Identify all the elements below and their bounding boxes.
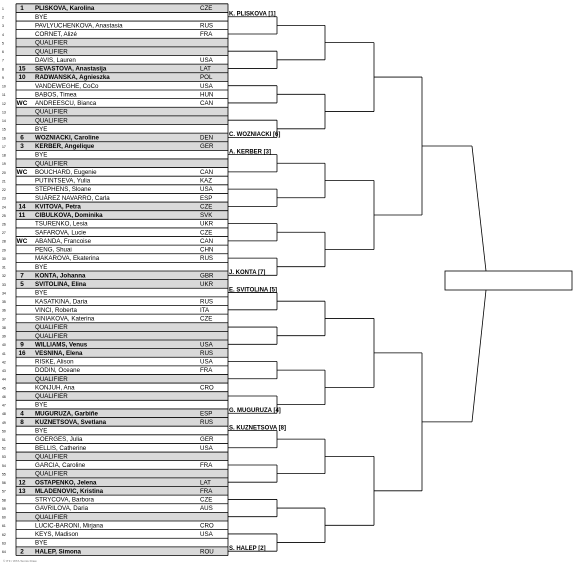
- player-country: FRA: [200, 367, 213, 375]
- draw-row: [2, 31, 228, 38]
- draw-position: 22: [2, 188, 6, 193]
- player-name: BYE: [35, 125, 48, 133]
- draw-position: 61: [2, 524, 6, 529]
- draw-position: 52: [2, 446, 6, 451]
- draw-row: [2, 540, 228, 547]
- seed-label: 5: [20, 281, 24, 289]
- draw-position: 29: [2, 248, 6, 253]
- draw-position: 56: [2, 481, 6, 486]
- champion-box-frame: [445, 271, 572, 290]
- player-country: HUN: [200, 91, 214, 99]
- player-name: LUCIC-BARONI, Mirjana: [35, 522, 104, 530]
- player-name: BYE: [35, 401, 48, 409]
- player-name: MUGURUZA, Garbiñe: [35, 410, 98, 418]
- draw-position: 4: [2, 32, 4, 37]
- draw-row: [2, 169, 228, 176]
- player-name: QUALIFIER: [35, 324, 68, 332]
- draw-position: 46: [2, 394, 6, 399]
- draw-position: 44: [2, 377, 6, 382]
- player-country: DEN: [200, 134, 214, 142]
- draw-position: 50: [2, 429, 6, 434]
- round2-winner: A. KERBER [3]: [229, 149, 272, 156]
- seed-label: WC: [16, 168, 28, 176]
- draw-row: [2, 307, 228, 314]
- player-name: DODIN, Oceane: [35, 367, 81, 375]
- draw-row: [2, 436, 228, 443]
- player-name: SVITOLINA, Elina: [35, 281, 87, 289]
- draw-position: 47: [2, 403, 6, 408]
- round2-winner: S. HALEP [2]: [229, 545, 266, 552]
- draw-position: 5: [2, 41, 4, 46]
- footer-note: © ITF / WTA Tennis Draw: [3, 559, 37, 563]
- draw-row: [2, 359, 228, 366]
- player-name: TSURENKO, Lesia: [35, 220, 88, 228]
- player-country: LAT: [200, 479, 211, 487]
- draw-row: [2, 247, 228, 254]
- draw-position: 9: [2, 75, 4, 80]
- draw-row: [2, 57, 228, 64]
- draw-position: 51: [2, 438, 6, 442]
- player-country: FRA: [200, 462, 213, 470]
- seed-label: 6: [20, 134, 24, 142]
- draw-position: 54: [2, 463, 6, 468]
- draw-row: [2, 238, 228, 245]
- round2-winner: C. WOZNIACKI [6]: [229, 132, 281, 139]
- player-country: RUS: [200, 350, 214, 357]
- draw-position: 43: [2, 369, 6, 374]
- player-country: CRO: [200, 522, 214, 530]
- draw-row: [2, 221, 228, 228]
- player-country: ITA: [200, 306, 210, 314]
- player-name: OSTAPENKO, Jelena: [35, 479, 97, 487]
- player-country: CAN: [200, 168, 214, 176]
- draw-position: 27: [2, 231, 6, 236]
- seed-label: 15: [18, 65, 26, 73]
- player-name: WILLIAMS, Venus: [35, 341, 88, 349]
- draw-row: [2, 255, 228, 262]
- player-name: MLADENOVIC, Kristina: [35, 487, 104, 495]
- player-name: PENG, Shuai: [35, 246, 72, 254]
- draw-position: 19: [2, 162, 6, 167]
- final-connector: [472, 290, 486, 422]
- player-name: QUALIFIER: [35, 117, 68, 125]
- player-name: MAKAROVA, Ekaterina: [35, 255, 100, 263]
- draw-position: 16: [2, 136, 6, 141]
- player-name: HALEP, Simona: [35, 548, 81, 556]
- player-name: CORNET, Alizé: [35, 31, 77, 39]
- draw-row: [2, 531, 228, 538]
- player-name: PUTINTSEVA, Yulia: [35, 177, 91, 185]
- round2-winner: S. KUZNETSOVA [8]: [229, 425, 287, 432]
- draw-position: 14: [2, 119, 6, 124]
- draw-row: [2, 402, 228, 409]
- draw-position: 21: [2, 179, 6, 184]
- draw-position: 20: [2, 170, 6, 175]
- player-country: USA: [200, 82, 213, 90]
- draw-position: 53: [2, 455, 6, 460]
- player-country: USA: [200, 444, 213, 452]
- round2-winner: E. SVITOLINA [5]: [229, 287, 278, 294]
- player-country: GER: [200, 143, 214, 151]
- round2-winner: G. MUGURUZA [4]: [229, 408, 281, 415]
- player-country: USA: [200, 56, 213, 64]
- player-country: USA: [200, 358, 213, 366]
- player-name: BYE: [35, 427, 48, 435]
- draw-position: 31: [2, 265, 6, 270]
- player-name: BYE: [35, 13, 48, 21]
- seed-label: 14: [18, 203, 26, 211]
- draw-row: [2, 22, 228, 29]
- draw-row: [2, 178, 228, 185]
- draw-position: 2: [2, 15, 4, 20]
- draw-position: 33: [2, 282, 6, 287]
- draw-row: [2, 445, 228, 452]
- draw-position: 26: [2, 222, 6, 227]
- player-country: FRA: [200, 31, 213, 39]
- draw-row: [2, 522, 228, 529]
- player-country: CZE: [200, 229, 213, 237]
- seed-label: 10: [18, 74, 26, 82]
- player-country: USA: [200, 341, 213, 349]
- player-name: VESNINA, Elena: [35, 350, 83, 357]
- player-country: RUS: [200, 418, 214, 426]
- seed-label: 2: [20, 548, 24, 556]
- seed-label: 3: [20, 143, 24, 151]
- player-name: KONTA, Johanna: [35, 272, 86, 280]
- final-connector: [472, 146, 486, 271]
- draw-position: 18: [2, 153, 6, 158]
- champion-box: [445, 271, 572, 290]
- player-name: KVITOVA, Petra: [35, 203, 81, 211]
- player-country: RUS: [200, 255, 214, 263]
- player-country: RUS: [200, 22, 214, 30]
- draw-position: 13: [2, 110, 6, 115]
- player-name: BELLIS, Catherine: [35, 444, 87, 452]
- player-country: CZE: [200, 203, 213, 211]
- seed-label: WC: [16, 237, 28, 245]
- draw-row: [2, 264, 228, 271]
- player-name: QUALIFIER: [35, 513, 68, 521]
- player-country: ESP: [200, 410, 213, 418]
- draw-row: [2, 100, 228, 107]
- player-name: RISKE, Alison: [35, 358, 74, 366]
- player-name: QUALIFIER: [35, 470, 68, 478]
- draw-row: [2, 229, 228, 236]
- draw-position: 64: [2, 550, 6, 555]
- draw-position: 11: [2, 93, 6, 98]
- draw-row: [2, 186, 228, 193]
- draw-position: 24: [2, 205, 6, 210]
- player-country: SVK: [200, 212, 213, 220]
- draw-position: 32: [2, 274, 6, 279]
- player-name: QUALIFIER: [35, 453, 68, 461]
- player-country: POL: [200, 74, 213, 82]
- player-name: KASATKINA, Daria: [35, 298, 88, 306]
- player-name: KUZNETSOVA, Svetlana: [35, 418, 107, 426]
- draw-row: [2, 91, 228, 98]
- player-country: UKR: [200, 220, 214, 228]
- round2-winner: J. KONTA [7]: [229, 270, 266, 277]
- player-country: CZE: [200, 5, 213, 13]
- seed-label: 8: [20, 418, 24, 426]
- draw-row: [2, 384, 228, 391]
- draw-position: 45: [2, 386, 6, 391]
- draw-position: 59: [2, 506, 6, 511]
- player-name: QUALIFIER: [35, 108, 68, 116]
- draw-position: 39: [2, 334, 6, 339]
- player-name: KONJUH, Ana: [35, 384, 75, 392]
- player-name: ABANDA, Francoise: [35, 237, 92, 245]
- player-name: VINCI, Roberta: [35, 306, 77, 314]
- player-name: BYE: [35, 263, 48, 271]
- player-name: QUALIFIER: [35, 393, 68, 401]
- seed-label: 13: [18, 487, 26, 495]
- draw-row: [2, 316, 228, 323]
- draw-row: [2, 497, 228, 504]
- player-name: CIBULKOVA, Dominika: [35, 212, 103, 220]
- player-country: KAZ: [200, 177, 213, 185]
- player-name: QUALIFIER: [35, 375, 68, 383]
- player-name: BABOS, Timea: [35, 91, 77, 99]
- player-name: STRYCOVA, Barbora: [35, 496, 94, 504]
- draw-position: 35: [2, 300, 6, 305]
- draw-position: 15: [2, 127, 6, 132]
- draw-position: 1: [2, 7, 4, 11]
- draw-position: 41: [2, 351, 6, 356]
- draw-position: 55: [2, 472, 6, 477]
- player-country: ESP: [200, 194, 213, 202]
- seed-label: 11: [18, 212, 26, 220]
- player-name: ANDREESCU, Bianca: [35, 100, 97, 108]
- seed-label: 12: [18, 479, 26, 487]
- player-country: UKR: [200, 281, 214, 289]
- draw-position: 25: [2, 213, 6, 218]
- draw-row: [2, 195, 228, 202]
- player-country: CAN: [200, 100, 214, 108]
- draw-position: 58: [2, 498, 6, 503]
- draw-row: [2, 14, 228, 21]
- seed-label: 4: [20, 410, 24, 418]
- draw-row: [2, 367, 228, 374]
- player-name: KERBER, Angelique: [35, 143, 95, 151]
- second-round-names: [229, 12, 286, 552]
- player-country: AUS: [200, 505, 213, 513]
- player-country: ROU: [200, 548, 214, 556]
- player-country: LAT: [200, 65, 211, 73]
- seed-label: WC: [16, 100, 28, 108]
- player-name: PAVLYUCHENKOVA, Anastasia: [35, 22, 123, 30]
- player-country: USA: [200, 186, 213, 194]
- draw-row: [2, 428, 228, 435]
- draw-position: 6: [2, 50, 4, 55]
- seed-label: 9: [20, 341, 24, 349]
- player-country: CHN: [200, 246, 214, 254]
- draw-position: 63: [2, 541, 6, 546]
- player-name: BYE: [35, 539, 48, 547]
- draw-row: [2, 126, 228, 133]
- draw-position: 30: [2, 256, 6, 261]
- draw-row: [2, 152, 228, 159]
- draw-position: 8: [2, 67, 4, 72]
- seed-label: 16: [18, 350, 26, 357]
- player-name: VANDEWEGHE, CoCo: [35, 82, 99, 90]
- draw-position: 49: [2, 420, 6, 425]
- player-name: STEPHENS, Sloane: [35, 186, 92, 194]
- draw-position: 40: [2, 343, 6, 348]
- player-name: PLISKOVA, Karolina: [35, 5, 95, 13]
- draw-row: [2, 462, 228, 469]
- draw-position: 37: [2, 317, 6, 322]
- player-country: GER: [200, 436, 214, 444]
- draw-position: 17: [2, 144, 6, 149]
- player-name: DAVIS, Lauren: [35, 56, 76, 64]
- player-country: GBR: [200, 272, 214, 280]
- draw-row: [2, 505, 228, 512]
- player-name: BOUCHARD, Eugenie: [35, 168, 97, 176]
- draw-position: 38: [2, 325, 6, 330]
- draw-row: [2, 290, 228, 297]
- draw-position: 10: [2, 84, 6, 89]
- player-name: RADWANSKA, Agnieszka: [35, 74, 110, 82]
- player-country: CZE: [200, 315, 213, 323]
- draw-position: 62: [2, 532, 6, 537]
- draw-row: [2, 83, 228, 90]
- round2-winner: K. PLISKOVA [1]: [229, 11, 276, 18]
- draw-position: 12: [2, 101, 6, 106]
- draw-position: 48: [2, 412, 6, 417]
- draw-position: 36: [2, 308, 6, 313]
- seed-label: 1: [20, 5, 24, 13]
- player-name: SAFAROVA, Lucie: [35, 229, 87, 237]
- draw-row: [2, 298, 228, 305]
- player-name: SEVASTOVA, Anastasija: [35, 65, 107, 73]
- draw-position: 7: [2, 58, 4, 63]
- player-country: CZE: [200, 496, 213, 504]
- draw-position: 57: [2, 489, 6, 494]
- player-name: QUALIFIER: [35, 332, 68, 340]
- player-name: BYE: [35, 289, 48, 297]
- player-name: KEYS, Madison: [35, 531, 79, 539]
- player-name: QUALIFIER: [35, 160, 68, 168]
- player-name: SUÁREZ NAVARRO, Carla: [35, 194, 110, 202]
- player-name: QUALIFIER: [35, 48, 68, 56]
- draw-position: 23: [2, 196, 6, 201]
- draw-position: 28: [2, 239, 6, 244]
- player-country: FRA: [200, 487, 213, 495]
- draw-position: 34: [2, 291, 6, 296]
- player-country: USA: [200, 531, 213, 539]
- player-country: RUS: [200, 298, 214, 306]
- draw-position: 42: [2, 360, 6, 365]
- player-name: QUALIFIER: [35, 39, 68, 47]
- player-name: BYE: [35, 151, 48, 159]
- player-name: SINIAKOVA, Katerina: [35, 315, 95, 323]
- player-country: CAN: [200, 237, 214, 245]
- player-name: WOZNIACKI, Caroline: [35, 134, 99, 142]
- player-name: GAVRILOVA, Daria: [35, 505, 89, 513]
- seed-label: 7: [20, 272, 24, 280]
- draw-position: 3: [2, 24, 4, 29]
- player-name: GARCIA, Caroline: [35, 462, 86, 470]
- player-country: CRO: [200, 384, 214, 392]
- player-name: GOERGES, Julia: [35, 436, 83, 444]
- draw-position: 60: [2, 515, 6, 520]
